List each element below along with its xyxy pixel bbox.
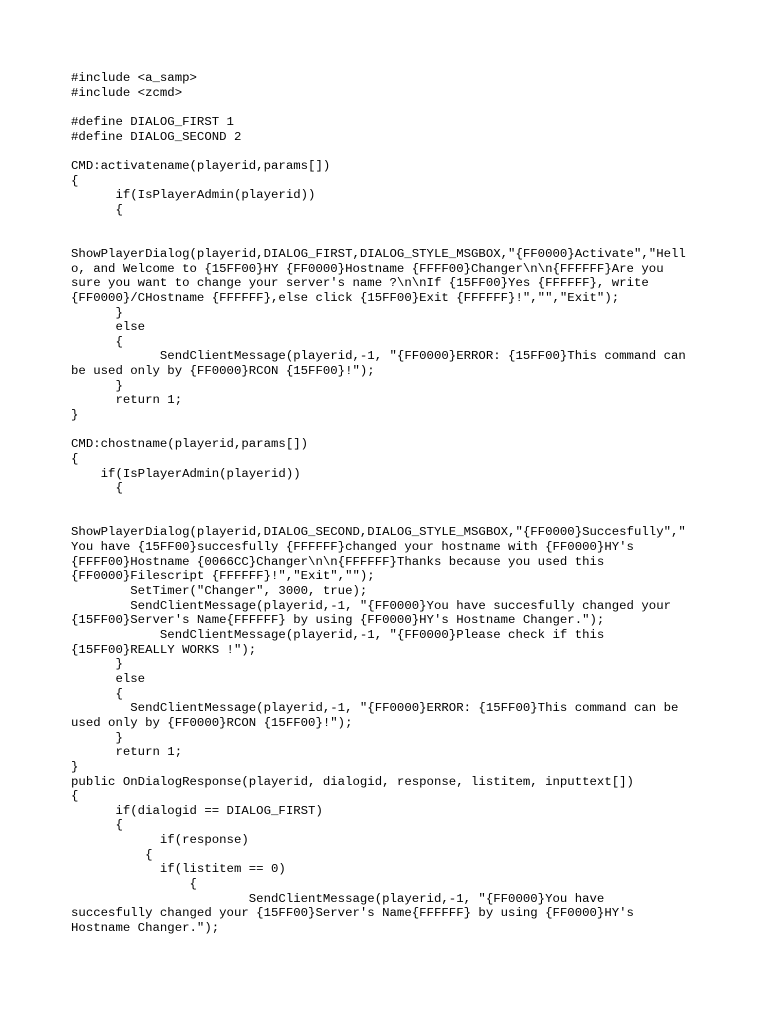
code-line: { bbox=[71, 847, 153, 862]
blank-line bbox=[71, 100, 711, 115]
code-line: } bbox=[71, 759, 79, 774]
code-line: SendClientMessage(playerid,-1, "{FF0000}ERROR: {15FF00}This command can be bbox=[71, 701, 679, 716]
code-line: {FF0000}Filescript {FFFFFF}!","Exit",""); bbox=[71, 569, 375, 584]
code-line: used only by {FF0000}RCON {15FF00}!"); bbox=[71, 715, 353, 730]
code-line: #define DIALOG_SECOND 2 bbox=[71, 129, 242, 144]
code-line: if(IsPlayerAdmin(playerid)) bbox=[71, 188, 316, 203]
code-listing bbox=[71, 71, 711, 936]
code-line: SendClientMessage(playerid,-1, "{FF0000}You have bbox=[71, 891, 605, 906]
code-line: } bbox=[71, 657, 123, 672]
code-line: { bbox=[71, 173, 79, 188]
code-line: CMD:chostname(playerid,params[]) bbox=[71, 437, 309, 452]
code-line: sure you want to change your server's name ?\n\nIf {15FF00}Yes {FFFFFF}, write bbox=[71, 276, 649, 291]
code-line: ShowPlayerDialog(playerid,DIALOG_FIRST,DIALOG_STYLE_MSGBOX,"{FF0000}Activate","Hell bbox=[71, 246, 686, 261]
code-line: return 1; bbox=[71, 745, 183, 760]
code-line: else bbox=[71, 320, 146, 335]
blank-line bbox=[71, 511, 711, 526]
code-line: { bbox=[71, 452, 79, 467]
code-line: CMD:activatename(playerid,params[]) bbox=[71, 158, 331, 173]
code-line: public OnDialogResponse(playerid, dialogid, response, listitem, inputtext[]) bbox=[71, 774, 634, 789]
blank-line bbox=[71, 496, 711, 511]
code-line: SendClientMessage(playerid,-1, "{FF0000}ERROR: {15FF00}This command can bbox=[71, 349, 686, 364]
code-line: SendClientMessage(playerid,-1, "{FF0000}Please check if this bbox=[71, 627, 605, 642]
code-line: if(dialogid == DIALOG_FIRST) bbox=[71, 803, 323, 818]
code-line: } bbox=[71, 305, 123, 320]
code-line: if(IsPlayerAdmin(playerid)) bbox=[71, 466, 301, 481]
code-line: {15FF00}Server's Name{FFFFFF} by using {FF0000}HY's Hostname Changer."); bbox=[71, 613, 605, 628]
code-line: ShowPlayerDialog(playerid,DIALOG_SECOND,DIALOG_STYLE_MSGBOX,"{FF0000}Succesfully"," bbox=[71, 525, 686, 540]
code-line: You have {15FF00}succesfully {FFFFFF}changed your hostname with {FF0000}HY's bbox=[71, 540, 634, 554]
code-line: { bbox=[71, 481, 123, 496]
code-line: if(response) bbox=[71, 833, 249, 848]
blank-line bbox=[71, 423, 711, 438]
code-line: { bbox=[71, 818, 123, 833]
code-line: { bbox=[71, 686, 123, 701]
code-line: SetTimer("Changer", 3000, true); bbox=[71, 583, 368, 598]
blank-line bbox=[71, 218, 711, 233]
code-line: { bbox=[71, 877, 197, 892]
code-line: { bbox=[71, 789, 79, 804]
code-line: SendClientMessage(playerid,-1, "{FF0000}You have succesfully changed your bbox=[71, 598, 672, 613]
code-line: #define DIALOG_FIRST 1 bbox=[71, 114, 234, 129]
code-line: o, and Welcome to {15FF00}HY {FF0000}Hostname {FFFF00}Changer\n\n{FFFFFF}Are you bbox=[71, 261, 664, 276]
code-line: {FF0000}/CHostname {FFFFFF},else click {15FF00}Exit {FFFFFF}!","","Exit"); bbox=[71, 290, 620, 305]
blank-line bbox=[71, 144, 711, 159]
code-line: {FFFF00}Hostname {0066CC}Changer\n\n{FFFFFF}Thanks because you used this bbox=[71, 554, 605, 569]
code-line: be used only by {FF0000}RCON {15FF00}!"); bbox=[71, 364, 375, 379]
code-line: { bbox=[71, 334, 123, 349]
code-line: } bbox=[71, 378, 123, 393]
code-line: } bbox=[71, 730, 123, 745]
code-line: else bbox=[71, 671, 146, 686]
code-line: {15FF00}REALLY WORKS !"); bbox=[71, 642, 257, 657]
code-line: succesfully changed your {15FF00}Server's Name{FFFFFF} by using {FF0000}HY's bbox=[71, 906, 634, 921]
code-line: Hostname Changer."); bbox=[71, 921, 220, 936]
code-line: #include <a_samp> bbox=[71, 71, 197, 85]
code-line: return 1; bbox=[71, 393, 183, 408]
code-line: if(listitem == 0) bbox=[71, 862, 286, 877]
code-line: } bbox=[71, 408, 79, 423]
code-line: #include <zcmd> bbox=[71, 85, 183, 100]
code-line: { bbox=[71, 202, 123, 217]
blank-line bbox=[71, 232, 711, 247]
